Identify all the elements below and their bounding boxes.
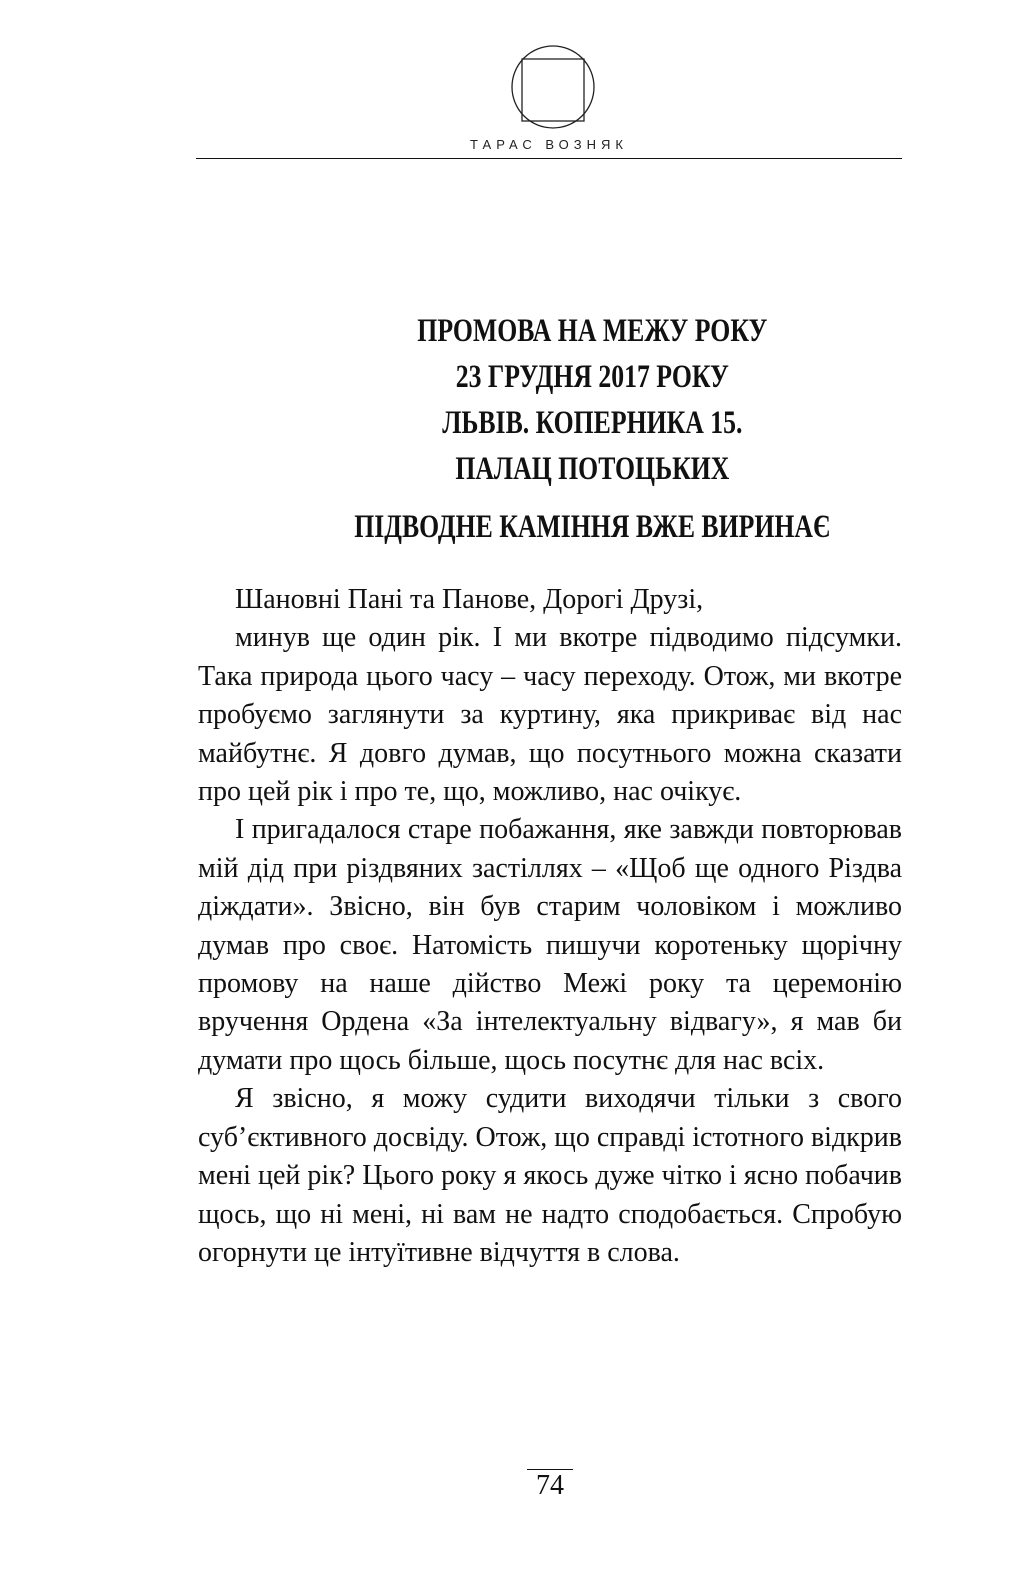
paragraph: минув ще один рік. І ми вкотре підводимо підсумки. Така природа цього часу – часу переходу. Отож, ми вкотре пробуємо заглянути за куртину, яка прикриває від нас майбутнє. Я довго думав, що посутнього можна сказати про цей рік і про те, що, можливо, нас очікує. bbox=[198, 622, 902, 808]
chapter-subtitle: ПІДВОДНЕ КАМІННЯ ВЖЕ ВИРИНАЄ bbox=[354, 509, 831, 545]
page-number: 74 bbox=[536, 1470, 564, 1501]
running-header-author: ТАРАС ВОЗНЯК bbox=[470, 137, 628, 152]
chapter-title bbox=[317, 308, 868, 492]
title-line-2: 23 ГРУДНЯ 2017 РОКУ bbox=[455, 359, 729, 395]
title-line-1: ПРОМОВА НА МЕЖУ РОКУ bbox=[417, 313, 768, 349]
header-rule bbox=[196, 158, 902, 159]
paragraph: Я звісно, я можу судити виходячи тільки з свого суб’єктивного досвіду. Отож, що справді істотного відкрив мені цей рік? Цього року я якось дуже чітко і ясно побачив щось, що ні мені, ні вам не надто сподобається. Спробую огорнути це інтуїтивне відчуття в слова. bbox=[198, 1083, 902, 1268]
circle-square-emblem-icon bbox=[510, 44, 596, 130]
title-line-3: ЛЬВІВ. КОПЕРНИКА 15. bbox=[442, 405, 743, 441]
body-text bbox=[198, 581, 902, 1272]
paragraph-greeting: Шановні Пані та Панове, Дорогі Друзі, bbox=[235, 584, 704, 615]
paragraph: І пригадалося старе побажання, яке завжди повторював мій дід при різдвяних застіллях – «Щоб ще одного Різдва діждати». Звісно, він був старим чоловіком і можливо думав про своє. Натомість пишучи коротеньку щорічну промову на наше дійство Межі року та церемонію вручення Ордена «За інтелектуальну відвагу», я мав би думати про щось більше, щось посутнє для нас всіх. bbox=[198, 814, 902, 1076]
title-line-4: ПАЛАЦ ПОТОЦЬКИХ bbox=[455, 451, 730, 487]
